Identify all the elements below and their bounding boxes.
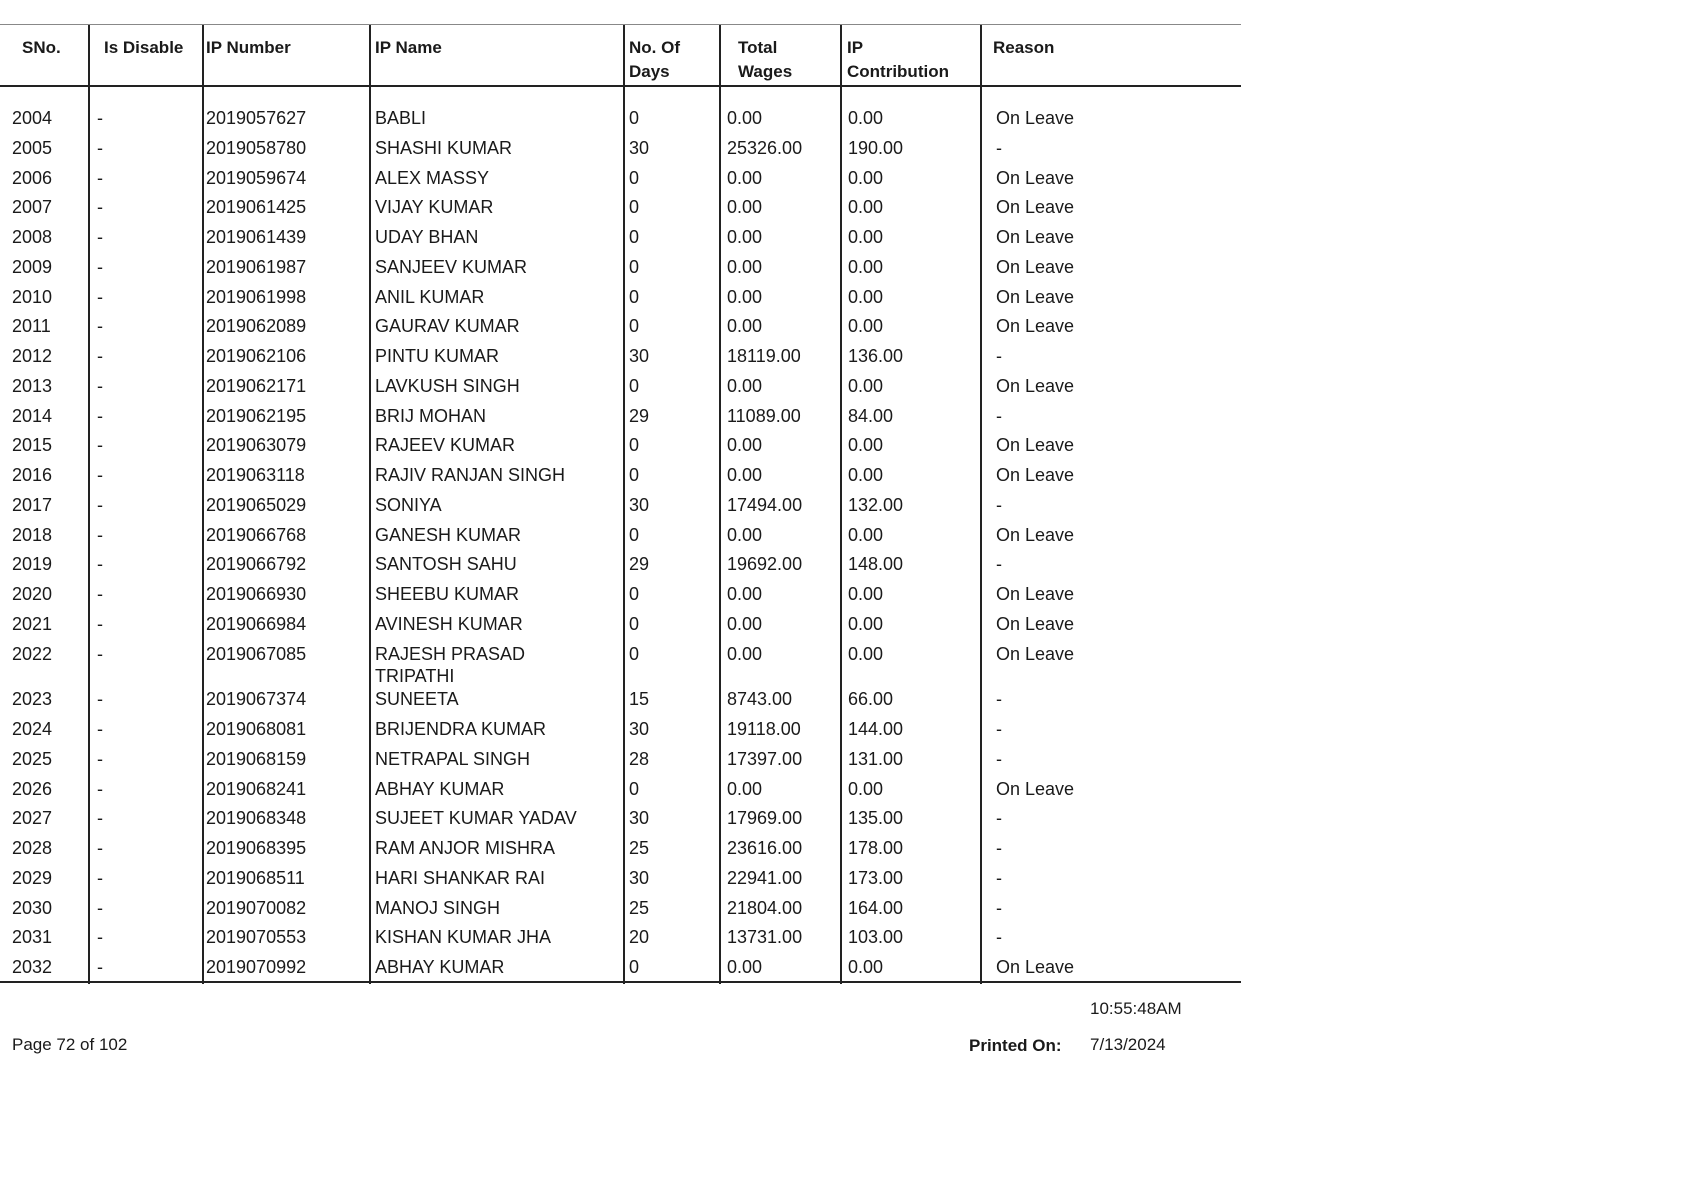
cell-reason: -: [996, 867, 1002, 888]
cell-ip-name: GANESH KUMAR: [375, 524, 522, 545]
cell-reason: On Leave: [996, 643, 1075, 664]
cell-is-disable: -: [97, 465, 103, 485]
cell-sno: 2010: [12, 286, 53, 307]
cell-sno: 2007: [12, 197, 53, 218]
cell-ip-name: ANIL KUMAR: [375, 286, 485, 307]
cell-ip-number: 2019061439: [206, 227, 307, 247]
cell-ip-name: PINTU KUMAR: [375, 346, 500, 366]
cell-sno: 2005: [12, 137, 53, 158]
col-divider-1: [88, 25, 90, 984]
cell-days: 0: [629, 286, 640, 307]
cell-reason: On Leave: [996, 584, 1075, 604]
printed-on-label: Printed On:: [969, 1036, 1062, 1055]
cell-total-wages: 17494.00: [727, 494, 803, 515]
header-sno: SNo.: [22, 38, 61, 57]
cell-ip-number: 2019068241: [206, 778, 307, 799]
cell-sno: 2019: [12, 554, 53, 575]
cell-ip-name: LAVKUSH SINGH: [375, 375, 520, 396]
cell-ip-name: BRIJENDRA KUMAR: [375, 719, 547, 739]
cell-sno: 2024: [12, 719, 53, 739]
cell-days: 30: [629, 719, 650, 739]
printed-date: 7/13/2024: [1090, 1035, 1166, 1054]
cell-sno: 2026: [12, 778, 53, 799]
cell-is-disable: -: [97, 778, 103, 799]
cell-total-wages: 0.00: [727, 227, 763, 247]
cell-reason: -: [996, 554, 1002, 575]
header-contribution-line2: Contribution: [847, 62, 949, 81]
cell-ip-number: 2019068511: [206, 867, 305, 888]
cell-is-disable: -: [97, 108, 103, 128]
cell-reason: On Leave: [996, 465, 1075, 485]
cell-days: 0: [629, 435, 640, 456]
cell-sno: 2011: [12, 316, 51, 337]
cell-days: 0: [629, 256, 640, 277]
cell-reason: -: [996, 927, 1002, 948]
cell-ip-name: SUJEET KUMAR YADAV: [375, 808, 577, 829]
cell-ip-contribution: 132.00: [848, 494, 904, 515]
cell-reason: -: [996, 719, 1002, 739]
cell-total-wages: 25326.00: [727, 137, 803, 158]
cell-reason: On Leave: [996, 197, 1075, 218]
cell-sno: 2032: [12, 957, 53, 977]
cell-total-wages: 8743.00: [727, 689, 793, 710]
cell-ip-number: 2019062089: [206, 316, 307, 337]
cell-ip-name: UDAY BHAN: [375, 227, 479, 247]
cell-days: 0: [629, 197, 640, 218]
page-number: Page 72 of 102: [12, 1035, 128, 1054]
cell-ip-name: SHEEBU KUMAR: [375, 584, 520, 604]
cell-ip-name: ABHAY KUMAR: [375, 778, 505, 799]
header-ip-number: IP Number: [206, 38, 291, 57]
cell-ip-contribution: 0.00: [848, 435, 884, 456]
cell-days: 25: [629, 838, 650, 858]
cell-days: 0: [629, 524, 640, 545]
cell-ip-number: 2019070082: [206, 897, 307, 918]
cell-reason: On Leave: [996, 524, 1075, 545]
cell-is-disable: -: [97, 584, 103, 604]
cell-sno: 2018: [12, 524, 53, 545]
cell-ip-contribution: 178.00: [848, 838, 904, 858]
cell-ip-number: 2019067085: [206, 643, 307, 664]
cell-days: 0: [629, 227, 640, 247]
cell-ip-contribution: 0.00: [848, 524, 884, 545]
cell-total-wages: 0.00: [727, 316, 763, 337]
cell-ip-name: GAURAV KUMAR: [375, 316, 520, 337]
col-divider-5: [719, 25, 721, 984]
cell-sno: 2015: [12, 435, 53, 456]
cell-reason: On Leave: [996, 957, 1075, 977]
cell-ip-contribution: 0.00: [848, 227, 884, 247]
col-divider-6: [840, 25, 842, 984]
cell-reason: -: [996, 494, 1002, 515]
cell-days: 0: [629, 613, 640, 634]
cell-reason: On Leave: [996, 778, 1075, 799]
cell-ip-number: 2019062106: [206, 346, 307, 366]
cell-total-wages: 0.00: [727, 286, 763, 307]
cell-is-disable: -: [97, 375, 103, 396]
cell-ip-name: NETRAPAL SINGH: [375, 748, 531, 769]
header-days-line1: No. Of: [629, 38, 680, 57]
cell-days: 0: [629, 584, 640, 604]
cell-days: 28: [629, 748, 650, 769]
cell-reason: -: [996, 897, 1002, 918]
cell-days: 0: [629, 643, 640, 664]
cell-sno: 2006: [12, 167, 53, 188]
cell-sno: 2030: [12, 897, 53, 918]
cell-is-disable: -: [97, 613, 103, 634]
cell-ip-name: ABHAY KUMAR: [375, 957, 505, 977]
cell-is-disable: -: [97, 346, 103, 366]
cell-ip-contribution: 103.00: [848, 927, 904, 948]
cell-reason: On Leave: [996, 108, 1075, 128]
cell-ip-number: 2019061425: [206, 197, 307, 218]
cell-ip-number: 2019065029: [206, 494, 307, 515]
cell-is-disable: -: [97, 554, 103, 575]
cell-is-disable: -: [97, 719, 103, 739]
cell-is-disable: -: [97, 689, 103, 710]
cell-days: 30: [629, 346, 650, 366]
cell-reason: -: [996, 748, 1002, 769]
cell-sno: 2009: [12, 256, 53, 277]
cell-total-wages: 11089.00: [727, 405, 801, 426]
cell-ip-contribution: 136.00: [848, 346, 904, 366]
cell-reason: On Leave: [996, 256, 1075, 277]
cell-sno: 2017: [12, 494, 53, 515]
cell-days: 30: [629, 137, 650, 158]
cell-is-disable: -: [97, 643, 103, 664]
cell-ip-number: 2019066984: [206, 613, 307, 634]
cell-ip-contribution: 0.00: [848, 778, 884, 799]
cell-sno: 2012: [12, 346, 53, 366]
cell-sno: 2021: [12, 613, 53, 634]
cell-ip-name: SANJEEV KUMAR: [375, 256, 528, 277]
cell-days: 0: [629, 316, 640, 337]
cell-total-wages: 0.00: [727, 524, 763, 545]
cell-reason: -: [996, 689, 1002, 710]
cell-ip-contribution: 66.00: [848, 689, 894, 710]
cell-ip-number: 2019070553: [206, 927, 307, 948]
cell-reason: On Leave: [996, 316, 1075, 337]
cell-days: 0: [629, 167, 640, 188]
cell-ip-contribution: 144.00: [848, 719, 904, 739]
cell-sno: 2013: [12, 375, 53, 396]
cell-is-disable: -: [97, 435, 103, 456]
cell-days: 15: [629, 689, 650, 710]
cell-total-wages: 19118.00: [727, 719, 801, 739]
cell-ip-number: 2019058780: [206, 137, 307, 158]
cell-total-wages: 0.00: [727, 643, 763, 664]
cell-ip-number: 2019057627: [206, 108, 307, 128]
cell-total-wages: 0.00: [727, 108, 763, 128]
col-divider-2: [202, 25, 204, 984]
cell-sno: 2028: [12, 838, 53, 858]
cell-total-wages: 0.00: [727, 465, 763, 485]
cell-is-disable: -: [97, 227, 103, 247]
cell-ip-name: BRIJ MOHAN: [375, 405, 487, 426]
cell-ip-contribution: 84.00: [848, 405, 894, 426]
cell-ip-number: 2019068395: [206, 838, 307, 858]
cell-total-wages: 22941.00: [727, 867, 803, 888]
cell-days: 30: [629, 867, 650, 888]
cell-sno: 2016: [12, 465, 53, 485]
header-wages-line1: Total: [738, 38, 778, 57]
cell-sno: 2004: [12, 108, 53, 128]
cell-sno: 2025: [12, 748, 53, 769]
cell-ip-number: 2019062195: [206, 405, 307, 426]
header-bottom-rule: [0, 85, 1241, 87]
cell-ip-name: RAJESH PRASAD TRIPATHI: [375, 643, 526, 686]
cell-reason: On Leave: [996, 286, 1075, 307]
table-bottom-rule: [0, 981, 1241, 983]
cell-reason: On Leave: [996, 375, 1075, 396]
cell-ip-number: 2019061987: [206, 256, 307, 277]
cell-ip-number: 2019066768: [206, 524, 307, 545]
cell-total-wages: 19692.00: [727, 554, 803, 575]
cell-ip-name: SONIYA: [375, 494, 442, 515]
cell-is-disable: -: [97, 927, 103, 948]
cell-ip-number: 2019068159: [206, 748, 307, 769]
cell-ip-number: 2019066792: [206, 554, 307, 575]
cell-ip-name: BABLI: [375, 108, 427, 128]
cell-ip-contribution: 0.00: [848, 957, 884, 977]
cell-ip-name: KISHAN KUMAR JHA: [375, 927, 552, 948]
cell-days: 20: [629, 927, 650, 948]
cell-total-wages: 21804.00: [727, 897, 803, 918]
cell-days: 29: [629, 405, 650, 426]
cell-days: 0: [629, 375, 640, 396]
cell-sno: 2023: [12, 689, 53, 710]
cell-is-disable: -: [97, 897, 103, 918]
cell-days: 30: [629, 808, 650, 829]
cell-reason: -: [996, 405, 1002, 426]
cell-is-disable: -: [97, 808, 103, 829]
cell-days: 0: [629, 465, 640, 485]
cell-total-wages: 17397.00: [727, 748, 803, 769]
cell-ip-contribution: 0.00: [848, 465, 884, 485]
cell-reason: -: [996, 838, 1002, 858]
cell-total-wages: 0.00: [727, 613, 763, 634]
cell-is-disable: -: [97, 524, 103, 545]
cell-is-disable: -: [97, 494, 103, 515]
cell-total-wages: 0.00: [727, 778, 763, 799]
cell-reason: -: [996, 346, 1002, 366]
cell-is-disable: -: [97, 167, 103, 188]
header-contribution-line1: IP: [847, 38, 864, 57]
cell-total-wages: 0.00: [727, 584, 763, 604]
header-reason: Reason: [993, 38, 1055, 57]
cell-ip-number: 2019067374: [206, 689, 307, 710]
header-ip-name: IP Name: [375, 38, 442, 57]
cell-is-disable: -: [97, 316, 103, 337]
cell-ip-contribution: 190.00: [848, 137, 904, 158]
cell-is-disable: -: [97, 957, 103, 977]
cell-is-disable: -: [97, 286, 103, 307]
cell-total-wages: 0.00: [727, 167, 763, 188]
cell-total-wages: 0.00: [727, 375, 763, 396]
col-divider-3: [369, 25, 371, 984]
cell-days: 0: [629, 957, 640, 977]
cell-is-disable: -: [97, 867, 103, 888]
cell-total-wages: 0.00: [727, 197, 763, 218]
cell-ip-number: 2019068348: [206, 808, 307, 829]
cell-reason: -: [996, 137, 1002, 158]
cell-ip-name: RAJEEV KUMAR: [375, 435, 516, 456]
cell-ip-number: 2019068081: [206, 719, 307, 739]
cell-total-wages: 23616.00: [727, 838, 803, 858]
cell-reason: On Leave: [996, 613, 1075, 634]
header-wages-line2: Wages: [738, 62, 793, 81]
cell-days: 29: [629, 554, 650, 575]
cell-is-disable: -: [97, 748, 103, 769]
cell-ip-number: 2019062171: [206, 375, 307, 396]
cell-total-wages: 17969.00: [727, 808, 803, 829]
cell-ip-number: 2019063118: [206, 465, 305, 485]
cell-sno: 2020: [12, 584, 53, 604]
cell-sno: 2014: [12, 405, 53, 426]
cell-sno: 2008: [12, 227, 53, 247]
cell-ip-name: RAJIV RANJAN SINGH: [375, 465, 566, 485]
cell-is-disable: -: [97, 137, 103, 158]
cell-total-wages: 0.00: [727, 435, 763, 456]
cell-ip-contribution: 148.00: [848, 554, 904, 575]
cell-ip-contribution: 0.00: [848, 286, 884, 307]
cell-is-disable: -: [97, 197, 103, 218]
cell-sno: 2029: [12, 867, 53, 888]
cell-ip-number: 2019063079: [206, 435, 307, 456]
cell-ip-name: SUNEETA: [375, 689, 459, 710]
cell-days: 30: [629, 494, 650, 515]
cell-reason: On Leave: [996, 435, 1075, 456]
cell-ip-contribution: 173.00: [848, 867, 904, 888]
cell-total-wages: 18119.00: [727, 346, 801, 366]
cell-ip-name: HARI SHANKAR RAI: [375, 867, 546, 888]
cell-ip-name: SANTOSH SAHU: [375, 554, 517, 575]
cell-sno: 2022: [12, 643, 53, 664]
cell-is-disable: -: [97, 838, 103, 858]
cell-ip-contribution: 0.00: [848, 613, 884, 634]
cell-ip-contribution: 0.00: [848, 584, 884, 604]
cell-reason: -: [996, 808, 1002, 829]
cell-ip-name: RAM ANJOR MISHRA: [375, 838, 556, 858]
cell-ip-contribution: 0.00: [848, 643, 884, 664]
cell-ip-contribution: 0.00: [848, 316, 884, 337]
cell-reason: On Leave: [996, 227, 1075, 247]
cell-ip-contribution: 0.00: [848, 167, 884, 188]
cell-ip-number: 2019066930: [206, 584, 307, 604]
cell-ip-number: 2019061998: [206, 286, 307, 307]
table-top-rule: [0, 24, 1241, 25]
header-is-disable: Is Disable: [104, 38, 184, 57]
col-divider-7: [980, 25, 982, 984]
col-divider-4: [623, 25, 625, 984]
cell-total-wages: 0.00: [727, 957, 763, 977]
cell-ip-contribution: 0.00: [848, 256, 884, 277]
cell-ip-contribution: 0.00: [848, 375, 884, 396]
cell-total-wages: 13731.00: [727, 927, 803, 948]
cell-ip-name: ALEX MASSY: [375, 167, 490, 188]
cell-total-wages: 0.00: [727, 256, 763, 277]
cell-ip-name: MANOJ SINGH: [375, 897, 501, 918]
printed-time: 10:55:48AM: [1090, 999, 1182, 1018]
cell-ip-name: SHASHI KUMAR: [375, 137, 513, 158]
cell-days: 25: [629, 897, 650, 918]
cell-sno: 2031: [12, 927, 53, 948]
cell-sno: 2027: [12, 808, 53, 829]
cell-ip-name: AVINESH KUMAR: [375, 613, 523, 634]
cell-days: 0: [629, 778, 640, 799]
cell-ip-contribution: 135.00: [848, 808, 904, 829]
cell-ip-name: VIJAY KUMAR: [375, 197, 494, 218]
cell-ip-number: 2019059674: [206, 167, 307, 188]
cell-is-disable: -: [97, 256, 103, 277]
cell-is-disable: -: [97, 405, 103, 426]
cell-ip-contribution: 131.00: [848, 748, 904, 769]
cell-ip-contribution: 0.00: [848, 108, 884, 128]
cell-days: 0: [629, 108, 640, 128]
cell-ip-contribution: 164.00: [848, 897, 904, 918]
cell-ip-number: 2019070992: [206, 957, 307, 977]
cell-ip-contribution: 0.00: [848, 197, 884, 218]
cell-reason: On Leave: [996, 167, 1075, 188]
header-days-line2: Days: [629, 62, 670, 81]
